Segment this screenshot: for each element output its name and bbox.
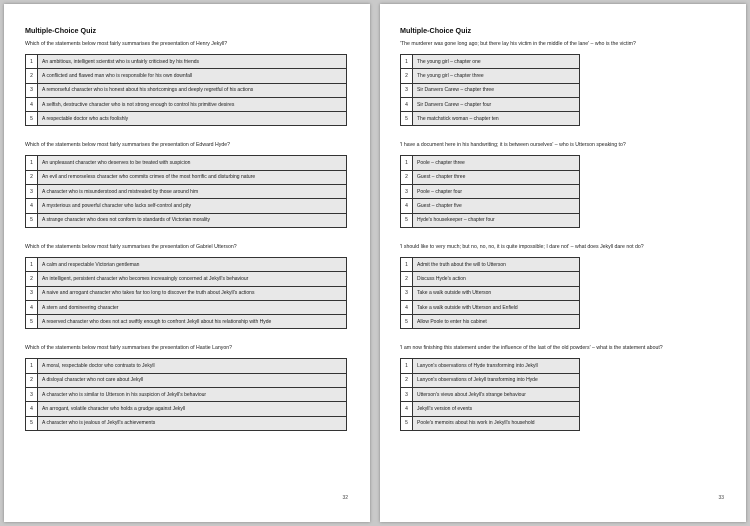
option-number: 2 [26, 69, 38, 83]
answer-option-row[interactable] [26, 170, 347, 184]
question-block [25, 244, 350, 329]
answer-option-row[interactable] [26, 185, 347, 199]
answer-option-row[interactable] [26, 69, 347, 83]
question-list [400, 41, 726, 431]
answer-option-row[interactable] [401, 156, 580, 170]
option-number: 4 [26, 199, 38, 213]
answer-option-row[interactable] [26, 112, 347, 126]
option-number: 1 [401, 156, 413, 170]
option-text: A calm and respectable Victorian gentleman [38, 257, 347, 271]
answer-option-row[interactable] [26, 213, 347, 227]
answer-option-row[interactable] [26, 315, 347, 329]
option-text: A naive and arrogant character who takes far too long to discover the truth about Jekyll's actions [38, 286, 347, 300]
answer-option-row[interactable] [26, 156, 347, 170]
option-number: 2 [401, 373, 413, 387]
option-number: 3 [401, 286, 413, 300]
option-text: Poole – chapter four [413, 185, 580, 199]
option-text: A stern and domineering character [38, 300, 347, 314]
option-number: 3 [26, 83, 38, 97]
answer-option-row[interactable] [26, 199, 347, 213]
option-number: 3 [26, 286, 38, 300]
option-number: 2 [26, 272, 38, 286]
answer-option-row[interactable] [401, 315, 580, 329]
option-text: Discuss Hyde's action [413, 272, 580, 286]
option-number: 2 [26, 170, 38, 184]
option-text: An evil and remorseless character who commits crimes of the most horrific and disturbing nature [38, 170, 347, 184]
answer-option-row[interactable] [26, 272, 347, 286]
option-text: A conflicted and flawed man who is responsible for his own downfall [38, 69, 347, 83]
option-text: A disloyal character who not care about Jekyll [38, 373, 347, 387]
option-number: 5 [401, 213, 413, 227]
answer-option-row[interactable] [26, 359, 347, 373]
option-number: 1 [26, 55, 38, 69]
answer-option-row[interactable] [401, 388, 580, 402]
option-number: 3 [26, 388, 38, 402]
option-text: The matchstick woman – chapter ten [413, 112, 580, 126]
option-text: Hyde's housekeeper – chapter four [413, 213, 580, 227]
answer-option-row[interactable] [401, 359, 580, 373]
answer-option-row[interactable] [401, 373, 580, 387]
option-text: Lanyon's observations of Jekyll transforming into Hyde [413, 373, 580, 387]
option-number: 1 [401, 257, 413, 271]
page-number: 33 [718, 495, 724, 501]
option-number: 2 [401, 69, 413, 83]
option-text: A character who is misunderstood and mistreated by those around him [38, 185, 347, 199]
answer-option-row[interactable] [401, 416, 580, 430]
answer-option-row[interactable] [401, 213, 580, 227]
option-text: The young girl – chapter three [413, 69, 580, 83]
answer-options-table [400, 155, 580, 227]
answer-option-row[interactable] [401, 300, 580, 314]
option-text: Allow Poole to enter his cabinet [413, 315, 580, 329]
option-text: Lanyon's observations of Hyde transforming into Jekyll [413, 359, 580, 373]
option-text: A strange character who does not conform to standards of Victorian morality [38, 213, 347, 227]
option-number: 4 [401, 300, 413, 314]
answer-option-row[interactable] [26, 97, 347, 111]
answer-options-table [400, 54, 580, 126]
option-number: 4 [26, 402, 38, 416]
option-number: 1 [26, 257, 38, 271]
option-number: 5 [401, 315, 413, 329]
option-number: 4 [401, 402, 413, 416]
question-text: Which of the statements below most fairly summarises the presentation of Gabriel Utterson? [25, 243, 237, 250]
question-block [25, 345, 350, 430]
option-number: 3 [26, 185, 38, 199]
option-number: 5 [401, 416, 413, 430]
option-text: Utterson's views about Jekyll's strange behaviour [413, 388, 580, 402]
question-text: Which of the statements below most fairly summarises the presentation of Edward Hyde? [25, 142, 230, 149]
option-text: A character who is similar to Utterson in his suspicion of Jekyll's behaviour [38, 388, 347, 402]
question-text: 'I am now finishing this statement under the influence of the last of the old powders' – what is the statement about? [400, 345, 663, 352]
quiz-title: Multiple-Choice Quiz [400, 26, 472, 35]
question-text: 'I should like to very much; but no, no, no, it is quite impossible; I dare not' – what does Jekyll dare not do? [400, 243, 644, 250]
option-text: The young girl – chapter one [413, 55, 580, 69]
option-number: 5 [26, 213, 38, 227]
option-text: A respectable doctor who acts foolishly [38, 112, 347, 126]
option-number: 3 [401, 83, 413, 97]
question-list [25, 41, 350, 431]
question-block [400, 41, 726, 126]
option-number: 4 [26, 97, 38, 111]
option-number: 5 [401, 112, 413, 126]
option-text: Poole – chapter three [413, 156, 580, 170]
option-number: 4 [401, 97, 413, 111]
answer-option-row[interactable] [26, 83, 347, 97]
option-number: 2 [401, 170, 413, 184]
answer-option-row[interactable] [401, 286, 580, 300]
option-text: A character who is jealous of Jekyll's achievements [38, 416, 347, 430]
answer-option-row[interactable] [401, 97, 580, 111]
answer-option-row[interactable] [401, 199, 580, 213]
question-block [25, 142, 350, 227]
option-text: A remorseful character who is honest about his shortcomings and deeply regretful of his actions [38, 83, 347, 97]
answer-options-table [25, 54, 347, 126]
question-text: 'The murderer was gone long ago; but there lay his victim in the middle of the lane' – who is the victim? [400, 41, 636, 47]
answer-option-row[interactable] [26, 416, 347, 430]
answer-option-row[interactable] [26, 373, 347, 387]
answer-option-row[interactable] [26, 300, 347, 314]
option-text: Guest – chapter three [413, 170, 580, 184]
answer-option-row[interactable] [401, 170, 580, 184]
page-number: 32 [342, 495, 348, 501]
answer-options-table [25, 155, 347, 227]
answer-option-row[interactable] [26, 55, 347, 69]
page-left [4, 4, 370, 522]
question-text: Which of the statements below most fairly summarises the presentation of Henry Jekyll? [25, 41, 228, 47]
option-number: 2 [26, 373, 38, 387]
option-text: An arrogant, volatile character who holds a grudge against Jekyll [38, 402, 347, 416]
option-text: Sir Danvers Carew – chapter three [413, 83, 580, 97]
option-number: 1 [26, 156, 38, 170]
answer-option-row[interactable] [26, 286, 347, 300]
option-number: 5 [26, 112, 38, 126]
option-text: Sir Danvers Carew – chapter four [413, 97, 580, 111]
option-text: Jekyll's version of events [413, 402, 580, 416]
option-number: 5 [26, 315, 38, 329]
answer-option-row[interactable] [401, 69, 580, 83]
answer-option-row[interactable] [401, 185, 580, 199]
answer-option-row[interactable] [26, 388, 347, 402]
option-number: 1 [401, 359, 413, 373]
option-text: A mysterious and powerful character who lacks self-control and pity [38, 199, 347, 213]
option-text: Admit the truth about the will to Utterson [413, 257, 580, 271]
option-number: 3 [401, 388, 413, 402]
option-text: Poole's memoirs about his work in Jekyll's household [413, 416, 580, 430]
option-text: Take a walk outside with Utterson [413, 286, 580, 300]
answer-option-row[interactable] [401, 55, 580, 69]
option-text: An intelligent, persistent character who becomes increasingly concerned at Jekyll's behaviour [38, 272, 347, 286]
option-number: 5 [26, 416, 38, 430]
option-number: 3 [401, 185, 413, 199]
answer-option-row[interactable] [401, 112, 580, 126]
question-text: Which of the statements below most fairly summarises the presentation of Hastie Lanyon? [25, 345, 233, 352]
answer-options-table [400, 257, 580, 329]
question-block [400, 345, 726, 430]
page-content [25, 26, 350, 447]
question-block [400, 142, 726, 227]
option-text: A reserved character who does not act swiftly enough to confront Jekyll about his relationship with Hyde [38, 315, 347, 329]
option-number: 1 [401, 55, 413, 69]
answer-option-row[interactable] [401, 83, 580, 97]
option-text: Take a walk outside with Utterson and Enfield [413, 300, 580, 314]
page-content [400, 26, 726, 447]
option-text: A selfish, destructive character who is not strong enough to control his primitive desires [38, 97, 347, 111]
option-text: A moral, respectable doctor who contrasts to Jekyll [38, 359, 347, 373]
answer-option-row[interactable] [401, 257, 580, 271]
answer-option-row[interactable] [26, 257, 347, 271]
option-number: 4 [401, 199, 413, 213]
option-text: Guest – chapter five [413, 199, 580, 213]
quiz-title: Multiple-Choice Quiz [25, 26, 97, 35]
option-text: An ambitious, intelligent scientist who is unfairly criticised by his friends [38, 55, 347, 69]
answer-options-table [400, 358, 580, 430]
option-number: 1 [26, 359, 38, 373]
option-number: 2 [401, 272, 413, 286]
answer-options-table [25, 257, 347, 329]
answer-option-row[interactable] [401, 402, 580, 416]
option-number: 4 [26, 300, 38, 314]
question-block [25, 41, 350, 126]
option-text: An unpleasant character who deserves to be treated with suspicion [38, 156, 347, 170]
answer-option-row[interactable] [26, 402, 347, 416]
question-text: 'I have a document here in his handwriting; it is between ourselves' – who is Utterson speaking to? [400, 142, 626, 149]
answer-options-table [25, 358, 347, 430]
question-block [400, 244, 726, 329]
answer-option-row[interactable] [401, 272, 580, 286]
page-right [380, 4, 746, 522]
